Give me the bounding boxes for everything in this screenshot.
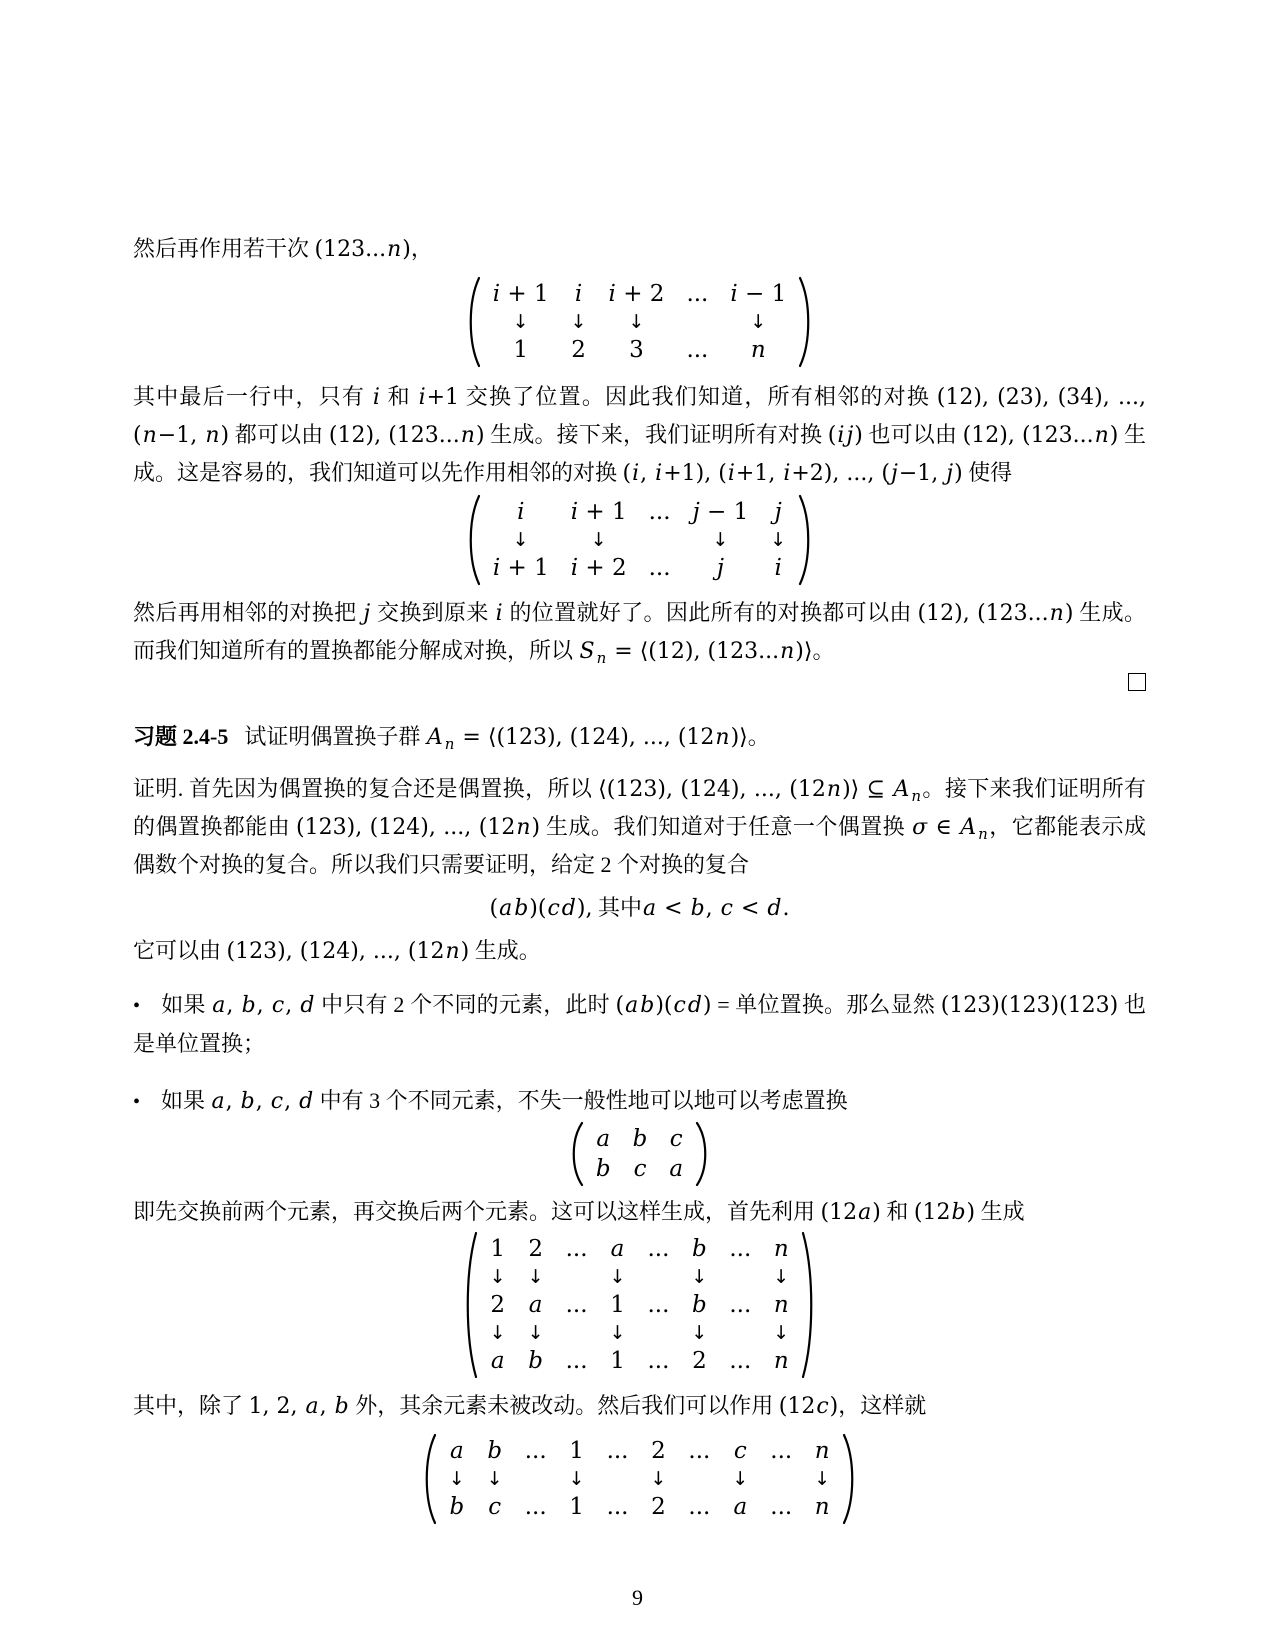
math-run: (12), (123...n): [962, 423, 1119, 448]
paragraph: 即先交换前两个元素，再交换后两个元素。这可以这样生成，首先利用 (12a) 和 (12b) 生成: [133, 1199, 1025, 1225]
exercise-label: 习题 2.4-5: [133, 724, 229, 749]
matrix-cell: n: [814, 1437, 830, 1464]
right-paren-icon: [800, 1231, 816, 1379]
matrix-cell: j − 1: [692, 498, 749, 525]
math-run: (12b): [913, 1200, 976, 1225]
display-equation: [133, 494, 1146, 586]
matrix-cell: ...: [524, 1437, 547, 1464]
matrix-cell: [675, 309, 719, 335]
matrix-cell: i + 2: [570, 554, 627, 581]
down-arrow-icon: ↓: [489, 1321, 506, 1344]
down-arrow-icon: ↓: [486, 1467, 503, 1490]
matrix-cell: ...: [565, 1235, 588, 1262]
matrix-cell: i + 1: [492, 554, 549, 581]
matrix-body: [585, 1124, 694, 1184]
exercise-heading: 习题 2.4-5 试证明偶置换子群 A $_n$ = ⟨(123), (124), ..., (12n)⟩。: [133, 724, 770, 753]
math-run: (i, i+1), (i+1, i+2), ..., (j−1, j): [622, 461, 963, 486]
matrix-cell: b: [632, 1125, 648, 1152]
math-run: 1, 2, a, b: [248, 1394, 349, 1419]
right-paren-icon: [797, 494, 813, 586]
matrix-cell: j: [774, 498, 782, 525]
matrix-cell: i: [574, 280, 583, 307]
matrix-cell: [638, 527, 682, 553]
math-run: S $_n$ = ⟨(12), (123...n)⟩: [579, 639, 813, 667]
permutation-matrix: [466, 494, 813, 586]
left-paren-icon: [466, 494, 482, 586]
matrix-cell: a: [596, 1125, 611, 1152]
matrix-row: [479, 1346, 800, 1376]
paragraph: 其中最后一行中，只有 i 和 i+1 交换了位置。因此我们知道，所有相邻的对换 (12), (23), (34), ..., (n−1, n) 都可以由 (12), (123...n) 生成。接下来，我们证明所有对换 (ij) 也可以由 (12), (123...n) 生成。这是容易的，我们知道可以先作用相邻的对换 (i, i+1), (i+1, i+2), ..., (j−1, j) 使得: [133, 384, 1146, 486]
paragraph: 然后再作用若干次 (123...n)，: [133, 236, 433, 262]
matrix-cell: b: [449, 1493, 465, 1520]
matrix-cell: [759, 1466, 803, 1492]
left-paren-icon: [463, 1231, 479, 1379]
matrix-cell: ...: [606, 1493, 629, 1520]
matrix-cell: ...: [647, 1347, 670, 1374]
left-paren-icon: [422, 1433, 438, 1525]
right-paren-icon: [694, 1121, 710, 1187]
down-arrow-icon: ↓: [691, 1265, 708, 1288]
list-item: • 如果 a, b, c, d 中只有 2 个不同的元素，此时 (ab)(cd) = 单位置换。那么显然 (123)(123)(123) 也是单位置换；: [133, 986, 1146, 1062]
matrix-row: [585, 1124, 694, 1154]
permutation-matrix: [466, 276, 814, 368]
bullet-icon: •: [133, 1091, 141, 1113]
matrix-cell: ...: [770, 1437, 793, 1464]
right-paren-icon: [797, 276, 813, 368]
math-run: A $_n$ = ⟨(123), (124), ..., (12n)⟩: [426, 725, 748, 753]
matrix-cell: a: [733, 1493, 748, 1520]
matrix-row: [438, 1466, 841, 1492]
display-equation: [133, 1231, 1146, 1379]
display-equation: [133, 276, 1146, 368]
matrix-cell: [636, 1264, 680, 1290]
math-run: (12), (23), (34), ..., (n−1, n): [133, 385, 1146, 448]
matrix-cell: b: [487, 1437, 503, 1464]
matrix-cell: a: [610, 1235, 625, 1262]
matrix-cell: b: [692, 1235, 707, 1262]
bullet-icon: •: [133, 995, 141, 1017]
text-column: [133, 230, 1146, 1525]
matrix-body: [482, 279, 798, 365]
matrix-cell: ...: [729, 1235, 752, 1262]
matrix-cell: ...: [770, 1493, 793, 1520]
math-run: a, b, c, d: [211, 1089, 314, 1114]
permutation-matrix: [569, 1121, 710, 1187]
matrix-cell: c: [733, 1437, 747, 1464]
matrix-cell: a: [490, 1347, 505, 1374]
left-paren-icon: [466, 276, 482, 368]
matrix-cell: c: [488, 1493, 502, 1520]
down-arrow-icon: ↓: [712, 528, 729, 551]
matrix-cell: 2: [571, 336, 586, 363]
math-run: (ij): [827, 423, 863, 448]
list-item: • 如果 a, b, c, d 中有 3 个不同元素，不失一般性地可以地可以考虑置换: [133, 1082, 1146, 1121]
matrix-cell: ...: [648, 498, 671, 525]
math-run: σ ∈ A $_n$: [912, 815, 988, 843]
matrix-row: [482, 497, 797, 527]
page-number: 9: [632, 1585, 643, 1610]
matrix-cell: 2: [528, 1235, 543, 1262]
matrix-cell: 2: [651, 1493, 666, 1520]
subscript: n: [444, 735, 455, 753]
down-arrow-icon: ↓: [609, 1321, 626, 1344]
display-equation: [133, 891, 1146, 922]
down-arrow-icon: ↓: [732, 1467, 749, 1490]
matrix-cell: 1: [610, 1291, 625, 1318]
down-arrow-icon: ↓: [570, 310, 587, 333]
math-run: i+1: [418, 385, 460, 410]
matrix-cell: 1: [569, 1493, 584, 1520]
matrix-cell: 2: [692, 1347, 707, 1374]
matrix-cell: ...: [606, 1437, 629, 1464]
matrix-cell: 1: [569, 1437, 584, 1464]
matrix-cell: ...: [686, 280, 709, 307]
math-run: (123...n): [314, 237, 411, 262]
paragraph: 它可以由 (123), (124), ..., (12n) 生成。: [133, 938, 541, 964]
display-equation: [133, 1433, 1146, 1525]
math-run: j: [363, 601, 371, 626]
down-arrow-icon: ↓: [590, 528, 607, 551]
down-arrow-icon: ↓: [814, 1467, 831, 1490]
math-run: (123), (124), ..., (12n): [296, 815, 541, 840]
matrix-row: [479, 1320, 800, 1346]
matrix-row: [479, 1234, 800, 1264]
matrix-cell: i + 1: [492, 280, 549, 307]
matrix-row: [438, 1436, 841, 1466]
matrix-cell: ...: [729, 1291, 752, 1318]
matrix-row: [479, 1264, 800, 1290]
matrix-cell: [718, 1264, 762, 1290]
matrix-cell: n: [773, 1347, 789, 1374]
matrix-row: [479, 1290, 800, 1320]
down-arrow-icon: ↓: [512, 310, 529, 333]
subscript: n: [978, 825, 988, 843]
math-run: (ab)(cd): [615, 993, 712, 1018]
matrix-cell: n: [773, 1291, 789, 1318]
matrix-row: [482, 335, 798, 365]
paragraph: 然后再用相邻的对换把 j 交换到原来 i 的位置就好了。因此所有的对换都可以由 (12), (123...n) 生成。而我们知道所有的置换都能分解成对换，所以 S $_n$ = ⟨(12), (123...n)⟩。: [133, 600, 1146, 667]
matrix-cell: [596, 1466, 640, 1492]
matrix-row: [438, 1492, 841, 1522]
matrix-row: [482, 309, 798, 335]
matrix-row: [482, 279, 798, 309]
matrix-cell: [677, 1466, 721, 1492]
matrix-cell: ...: [565, 1347, 588, 1374]
down-arrow-icon: ↓: [773, 1265, 790, 1288]
permutation-matrix: [422, 1433, 857, 1525]
matrix-cell: ...: [524, 1493, 547, 1520]
matrix-cell: 2: [651, 1437, 666, 1464]
math-run: a, b, c, d: [212, 993, 315, 1018]
matrix-cell: b: [528, 1347, 544, 1374]
paragraph: 证明. 首先因为偶置换的复合还是偶置换，所以 ⟨(123), (124), ..., (12n)⟩ ⊆ A $_n$。接下来我们证明所有的偶置换都能由 (123), (124), ..., (12n) 生成。我们知道对于任意一个偶置换 σ ∈ A $_n$，它都能表示成偶数个对换的复合。所以我们只需要证明，给定 2 个对换的复合: [133, 776, 1146, 877]
matrix-cell: ...: [688, 1437, 711, 1464]
math-run: (12), (123...n): [328, 423, 485, 448]
right-paren-icon: [841, 1433, 857, 1525]
subscript: n: [911, 787, 922, 805]
down-arrow-icon: ↓: [527, 1321, 544, 1344]
math-run: (123), (124), ..., (12n): [226, 939, 470, 964]
matrix-cell: [636, 1320, 680, 1346]
down-arrow-icon: ↓: [750, 310, 767, 333]
down-arrow-icon: ↓: [650, 1467, 667, 1490]
matrix-cell: b: [595, 1155, 611, 1182]
math-run: a < b, c < d.: [643, 896, 790, 921]
matrix-cell: 1: [513, 336, 528, 363]
matrix-cell: ...: [688, 1493, 711, 1520]
matrix-cell: i + 2: [608, 280, 665, 307]
math-run: (123)(123)(123): [940, 993, 1119, 1018]
matrix-cell: 1: [490, 1235, 506, 1262]
matrix-cell: a: [449, 1437, 464, 1464]
qed-box: [1128, 673, 1146, 691]
matrix-cell: i + 1: [570, 498, 627, 525]
matrix-cell: i: [774, 554, 782, 581]
down-arrow-icon: ↓: [628, 310, 645, 333]
matrix-cell: ...: [648, 554, 671, 581]
math-run: (12a): [820, 1200, 881, 1225]
math-run: i: [495, 601, 503, 626]
subscript: n: [596, 649, 607, 667]
down-arrow-icon: ↓: [512, 528, 529, 551]
matrix-cell: 2: [490, 1291, 506, 1318]
math-run: (12), (123...n): [917, 601, 1074, 626]
down-arrow-icon: ↓: [527, 1265, 544, 1288]
matrix-cell: n: [773, 1235, 789, 1262]
down-arrow-icon: ↓: [773, 1321, 790, 1344]
matrix-cell: i − 1: [730, 280, 787, 307]
matrix-row: [585, 1154, 694, 1184]
down-arrow-icon: ↓: [609, 1265, 626, 1288]
matrix-cell: 1: [610, 1347, 625, 1374]
matrix-cell: ...: [565, 1291, 588, 1318]
matrix-body: [479, 1234, 800, 1376]
math-run: (12c): [778, 1394, 839, 1419]
matrix-cell: ...: [647, 1235, 670, 1262]
matrix-cell: n: [750, 336, 766, 363]
matrix-cell: a: [669, 1155, 684, 1182]
matrix-cell: 3: [629, 336, 644, 363]
matrix-cell: [514, 1466, 558, 1492]
matrix-cell: a: [528, 1291, 543, 1318]
math-run: i: [372, 385, 380, 410]
matrix-row: [482, 527, 797, 553]
down-arrow-icon: ↓: [489, 1265, 506, 1288]
permutation-matrix: [463, 1231, 816, 1379]
down-arrow-icon: ↓: [691, 1321, 708, 1344]
matrix-cell: [555, 1264, 599, 1290]
qed-line: [133, 672, 1146, 692]
matrix-row: [482, 553, 797, 583]
matrix-cell: ...: [686, 336, 709, 363]
matrix-body: [438, 1436, 841, 1522]
down-arrow-icon: ↓: [448, 1467, 465, 1490]
matrix-cell: [555, 1320, 599, 1346]
display-equation: [133, 1121, 1146, 1187]
equation-content: (ab)(cd), 其中a < b, c < d.: [489, 895, 790, 921]
matrix-cell: c: [633, 1155, 647, 1182]
matrix-cell: b: [692, 1291, 707, 1318]
math-run: (ab)(cd),: [489, 896, 593, 921]
down-arrow-icon: ↓: [770, 528, 787, 551]
down-arrow-icon: ↓: [568, 1467, 585, 1490]
matrix-cell: i: [517, 498, 525, 525]
left-paren-icon: [569, 1121, 585, 1187]
matrix-cell: ...: [729, 1347, 752, 1374]
paragraph: 其中，除了 1, 2, a, b 外，其余元素未被改动。然后我们可以作用 (12c)，这样就: [133, 1393, 927, 1419]
matrix-cell: c: [669, 1125, 683, 1152]
matrix-cell: n: [814, 1493, 830, 1520]
matrix-body: [482, 497, 797, 583]
matrix-cell: [718, 1320, 762, 1346]
matrix-cell: j: [716, 554, 724, 581]
math-run: ⟨(123), (124), ..., (12n)⟩ ⊆ A $_n$: [598, 777, 922, 805]
matrix-cell: ...: [647, 1291, 670, 1318]
